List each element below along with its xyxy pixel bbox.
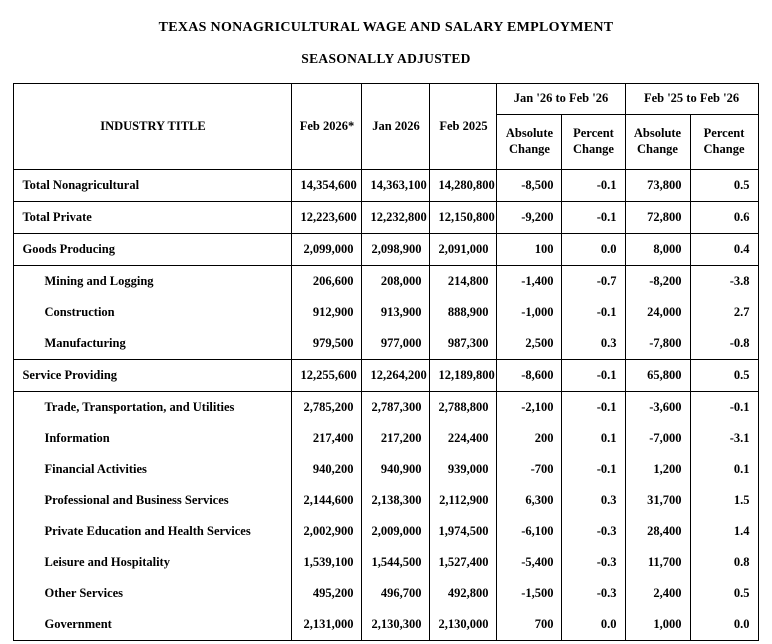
industry-title-cell: Construction bbox=[14, 297, 292, 328]
value-cell: -0.8 bbox=[690, 328, 758, 360]
value-cell: 495,200 bbox=[292, 578, 362, 609]
col-header-jan-2026: Jan 2026 bbox=[362, 84, 430, 170]
col-header-absolute-change-2: Absolute Change bbox=[625, 115, 690, 170]
value-cell: -0.7 bbox=[562, 266, 625, 298]
industry-title-cell: Other Services bbox=[14, 578, 292, 609]
table-row bbox=[14, 266, 758, 298]
table-row bbox=[14, 578, 758, 609]
value-cell: 217,400 bbox=[292, 423, 362, 454]
value-cell: 12,264,200 bbox=[362, 360, 430, 392]
industry-title-cell: Goods Producing bbox=[14, 234, 292, 266]
value-cell: -1,000 bbox=[497, 297, 562, 328]
industry-title-cell: Financial Activities bbox=[14, 454, 292, 485]
value-cell: -7,800 bbox=[625, 328, 690, 360]
table-row bbox=[14, 392, 758, 424]
value-cell: 2,787,300 bbox=[362, 392, 430, 424]
value-cell: -0.1 bbox=[562, 454, 625, 485]
industry-title-cell: Leisure and Hospitality bbox=[14, 547, 292, 578]
value-cell: 2.7 bbox=[690, 297, 758, 328]
value-cell: 2,785,200 bbox=[292, 392, 362, 424]
industry-title-cell: Service Providing bbox=[14, 360, 292, 392]
value-cell: 0.5 bbox=[690, 578, 758, 609]
col-header-feb-2026: Feb 2026* bbox=[292, 84, 362, 170]
value-cell: 2,112,900 bbox=[430, 485, 497, 516]
value-cell: 73,800 bbox=[625, 170, 690, 202]
value-cell: 979,500 bbox=[292, 328, 362, 360]
value-cell: 0.3 bbox=[562, 485, 625, 516]
value-cell: 977,000 bbox=[362, 328, 430, 360]
value-cell: -3.1 bbox=[690, 423, 758, 454]
industry-title-cell: Government bbox=[14, 609, 292, 641]
industry-title-cell: Professional and Business Services bbox=[14, 485, 292, 516]
value-cell: 0.0 bbox=[562, 609, 625, 641]
value-cell: 2,091,000 bbox=[430, 234, 497, 266]
table-row bbox=[14, 170, 758, 202]
value-cell: -5,400 bbox=[497, 547, 562, 578]
value-cell: 912,900 bbox=[292, 297, 362, 328]
value-cell: -0.1 bbox=[562, 202, 625, 234]
value-cell: 0.4 bbox=[690, 234, 758, 266]
value-cell: 2,099,000 bbox=[292, 234, 362, 266]
value-cell: 0.0 bbox=[690, 609, 758, 641]
value-cell: -7,000 bbox=[625, 423, 690, 454]
value-cell: -8,200 bbox=[625, 266, 690, 298]
value-cell: 28,400 bbox=[625, 516, 690, 547]
value-cell: 2,788,800 bbox=[430, 392, 497, 424]
col-header-percent-change-2: Percent Change bbox=[690, 115, 758, 170]
value-cell: 1,527,400 bbox=[430, 547, 497, 578]
value-cell: -700 bbox=[497, 454, 562, 485]
industry-title-cell: Private Education and Health Services bbox=[14, 516, 292, 547]
col-group-feb25-feb26: Feb '25 to Feb '26 bbox=[625, 84, 758, 115]
page-title: TEXAS NONAGRICULTURAL WAGE AND SALARY EMPLOYMENT bbox=[158, 20, 614, 35]
value-cell: 1,544,500 bbox=[362, 547, 430, 578]
value-cell: 987,300 bbox=[430, 328, 497, 360]
col-group-jan26-feb26: Jan '26 to Feb '26 bbox=[497, 84, 625, 115]
value-cell: 940,900 bbox=[362, 454, 430, 485]
value-cell: 496,700 bbox=[362, 578, 430, 609]
value-cell: 100 bbox=[497, 234, 562, 266]
value-cell: -0.3 bbox=[562, 578, 625, 609]
value-cell: 492,800 bbox=[430, 578, 497, 609]
industry-title-cell: Information bbox=[14, 423, 292, 454]
value-cell: -6,100 bbox=[497, 516, 562, 547]
value-cell: 208,000 bbox=[362, 266, 430, 298]
employment-table bbox=[13, 83, 758, 641]
table-body bbox=[14, 170, 758, 641]
value-cell: 2,009,000 bbox=[362, 516, 430, 547]
value-cell: -0.1 bbox=[562, 392, 625, 424]
value-cell: -0.1 bbox=[562, 297, 625, 328]
value-cell: 888,900 bbox=[430, 297, 497, 328]
table-row bbox=[14, 360, 758, 392]
table-row bbox=[14, 423, 758, 454]
industry-title-cell: Total Nonagricultural bbox=[14, 170, 292, 202]
value-cell: 939,000 bbox=[430, 454, 497, 485]
value-cell: 214,800 bbox=[430, 266, 497, 298]
value-cell: 0.6 bbox=[690, 202, 758, 234]
value-cell: 72,800 bbox=[625, 202, 690, 234]
table-row bbox=[14, 234, 758, 266]
value-cell: 2,400 bbox=[625, 578, 690, 609]
value-cell: 14,280,800 bbox=[430, 170, 497, 202]
value-cell: 0.8 bbox=[690, 547, 758, 578]
col-header-absolute-change-1: Absolute Change bbox=[497, 115, 562, 170]
value-cell: 2,144,600 bbox=[292, 485, 362, 516]
value-cell: 12,255,600 bbox=[292, 360, 362, 392]
value-cell: -1,500 bbox=[497, 578, 562, 609]
value-cell: 1,000 bbox=[625, 609, 690, 641]
value-cell: 913,900 bbox=[362, 297, 430, 328]
value-cell: 24,000 bbox=[625, 297, 690, 328]
value-cell: 2,130,300 bbox=[362, 609, 430, 641]
value-cell: -0.1 bbox=[562, 170, 625, 202]
value-cell: -0.3 bbox=[562, 547, 625, 578]
value-cell: 0.5 bbox=[690, 170, 758, 202]
value-cell: 8,000 bbox=[625, 234, 690, 266]
industry-title-cell: Total Private bbox=[14, 202, 292, 234]
value-cell: -1,400 bbox=[497, 266, 562, 298]
value-cell: 14,363,100 bbox=[362, 170, 430, 202]
value-cell: 6,300 bbox=[497, 485, 562, 516]
value-cell: -0.1 bbox=[690, 392, 758, 424]
value-cell: 206,600 bbox=[292, 266, 362, 298]
value-cell: 12,150,800 bbox=[430, 202, 497, 234]
value-cell: 31,700 bbox=[625, 485, 690, 516]
value-cell: 1.4 bbox=[690, 516, 758, 547]
industry-title-cell: Manufacturing bbox=[14, 328, 292, 360]
value-cell: 65,800 bbox=[625, 360, 690, 392]
industry-title-cell: Trade, Transportation, and Utilities bbox=[14, 392, 292, 424]
value-cell: 11,700 bbox=[625, 547, 690, 578]
industry-title-cell: Mining and Logging bbox=[14, 266, 292, 298]
table-row bbox=[14, 454, 758, 485]
value-cell: 12,189,800 bbox=[430, 360, 497, 392]
value-cell: 0.1 bbox=[690, 454, 758, 485]
col-header-industry-title: INDUSTRY TITLE bbox=[14, 84, 292, 170]
table-row bbox=[14, 328, 758, 360]
value-cell: 2,500 bbox=[497, 328, 562, 360]
col-header-feb-2025: Feb 2025 bbox=[430, 84, 497, 170]
value-cell: 1,200 bbox=[625, 454, 690, 485]
table-row bbox=[14, 202, 758, 234]
value-cell: 1,974,500 bbox=[430, 516, 497, 547]
value-cell: 0.0 bbox=[562, 234, 625, 266]
value-cell: -3.8 bbox=[690, 266, 758, 298]
value-cell: -2,100 bbox=[497, 392, 562, 424]
value-cell: 0.3 bbox=[562, 328, 625, 360]
value-cell: 700 bbox=[497, 609, 562, 641]
value-cell: -9,200 bbox=[497, 202, 562, 234]
table-row bbox=[14, 516, 758, 547]
value-cell: -0.1 bbox=[562, 360, 625, 392]
value-cell: 0.5 bbox=[690, 360, 758, 392]
value-cell: -8,500 bbox=[497, 170, 562, 202]
value-cell: 1,539,100 bbox=[292, 547, 362, 578]
table-row bbox=[14, 609, 758, 641]
col-header-percent-change-1: Percent Change bbox=[562, 115, 625, 170]
value-cell: -0.3 bbox=[562, 516, 625, 547]
value-cell: 0.1 bbox=[562, 423, 625, 454]
value-cell: 12,232,800 bbox=[362, 202, 430, 234]
value-cell: 14,354,600 bbox=[292, 170, 362, 202]
table-row bbox=[14, 485, 758, 516]
value-cell: 2,138,300 bbox=[362, 485, 430, 516]
value-cell: -8,600 bbox=[497, 360, 562, 392]
value-cell: 224,400 bbox=[430, 423, 497, 454]
value-cell: 1.5 bbox=[690, 485, 758, 516]
value-cell: 200 bbox=[497, 423, 562, 454]
value-cell: 2,131,000 bbox=[292, 609, 362, 641]
table-header bbox=[14, 84, 758, 170]
value-cell: 940,200 bbox=[292, 454, 362, 485]
value-cell: 2,098,900 bbox=[362, 234, 430, 266]
table-row bbox=[14, 547, 758, 578]
table-row bbox=[14, 297, 758, 328]
value-cell: 12,223,600 bbox=[292, 202, 362, 234]
value-cell: 2,130,000 bbox=[430, 609, 497, 641]
value-cell: 217,200 bbox=[362, 423, 430, 454]
value-cell: 2,002,900 bbox=[292, 516, 362, 547]
page-subtitle: SEASONALLY ADJUSTED bbox=[301, 51, 471, 66]
value-cell: -3,600 bbox=[625, 392, 690, 424]
